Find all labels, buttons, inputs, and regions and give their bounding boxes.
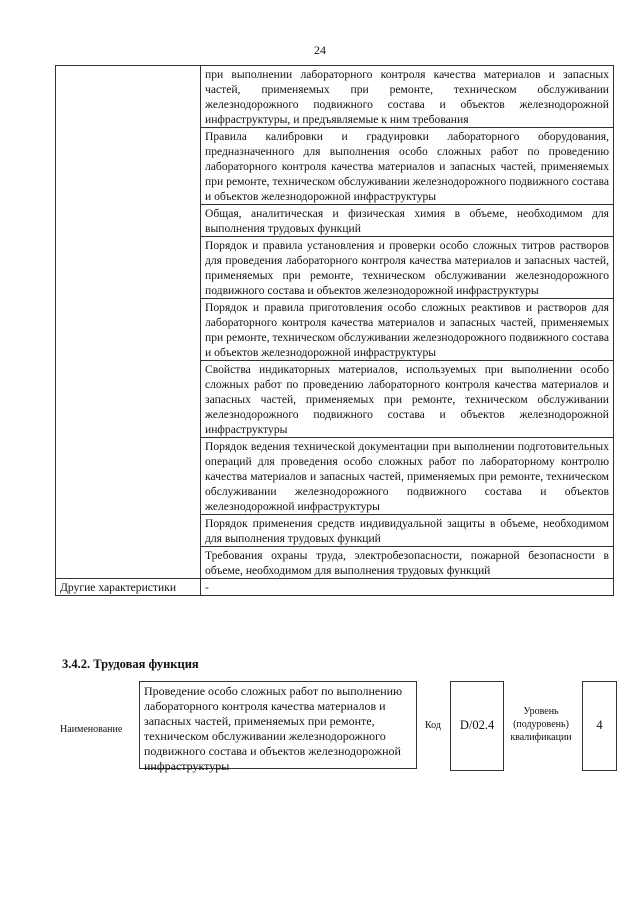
table-cell: Правила калибровки и градуировки лабораторного оборудования, предназначенного для выполнения особо сложных работ по проведению лабораторного контроля качества материалов и запасных частей, применяемых при ремонте, техническом обслуживании железнодорожного подвижного состава и объектов железнодорожной инфраструктуры [201, 128, 614, 205]
level-label-line: квалификации [510, 732, 572, 743]
qualification-level-label [505, 705, 577, 744]
table-cell: Свойства индикаторных материалов, используемых при выполнении особо сложных работ по проведению лабораторного контроля качества материалов и запасных частей, применяемых при ремонте, техническом обслуживании железнодорожного подвижного состава и объектов железнодорожной инфраструктуры [201, 361, 614, 438]
table-cell: при выполнении лабораторного контроля качества материалов и запасных частей, применяемых при ремонте, техническом обслуживании железнодорожного подвижного состава и объектов железнодорожной инфраструктуры, и предъявляемые к ним требования [201, 66, 614, 128]
level-label-line: (подуровень) [513, 719, 569, 730]
table-cell: Общая, аналитическая и физическая химия в объеме, необходимом для выполнения трудовых функций [201, 205, 614, 237]
table-cell: Порядок и правила установления и проверки особо сложных титров растворов для проведения лабораторного контроля качества материалов и запасных частей, применяемых при ремонте, техническом обслуживании железнодорожного подвижного состава и объектов железнодорожной инфраструктуры [201, 237, 614, 299]
left-empty-cell [56, 66, 201, 579]
table-cell: Порядок ведения технической документации при выполнении подготовительных операций для проведения особо сложных работ по лабораторному контролю качества материалов и запасных частей, применяемых при ремонте, техническом обслуживании железнодорожного подвижного состава и объектов железнодорожной инфраструктуры [201, 438, 614, 515]
table-cell: Порядок и правила приготовления особо сложных реактивов и растворов для лабораторного контроля качества материалов и запасных частей, применяемых при ремонте, техническом обслуживании железнодорожного подвижного состава и объектов железнодорожной инфраструктуры [201, 299, 614, 361]
table-cell: Требования охраны труда, электробезопасности, пожарной безопасности в объеме, необходимом для выполнения трудовых функций [201, 547, 614, 579]
qualification-level-box: 4 [582, 681, 617, 771]
page-number: 24 [314, 43, 326, 57]
other-characteristics-label: Другие характеристики [56, 579, 201, 596]
level-label-line: Уровень [523, 706, 559, 717]
table-row-other [56, 579, 614, 596]
other-characteristics-value: - [201, 579, 614, 596]
table-cell: Порядок применения средств индивидуальной защиты в объеме, необходимом для выполнения трудовых функций [201, 515, 614, 547]
section-title: 3.4.2. Трудовая функция [62, 657, 199, 671]
requirements-table [55, 65, 614, 596]
code-label: Код [425, 720, 441, 731]
name-label: Наименование [60, 724, 123, 735]
code-value-box: D/02.4 [450, 681, 504, 771]
function-name-box: Проведение особо сложных работ по выполнению лабораторного контроля качества материалов и запасных частей, применяемых при ремонте, техническом обслуживании железнодорожного подвижного состава и объектов железнодорожной инфраструктуры [139, 681, 417, 769]
table-row [56, 66, 614, 128]
